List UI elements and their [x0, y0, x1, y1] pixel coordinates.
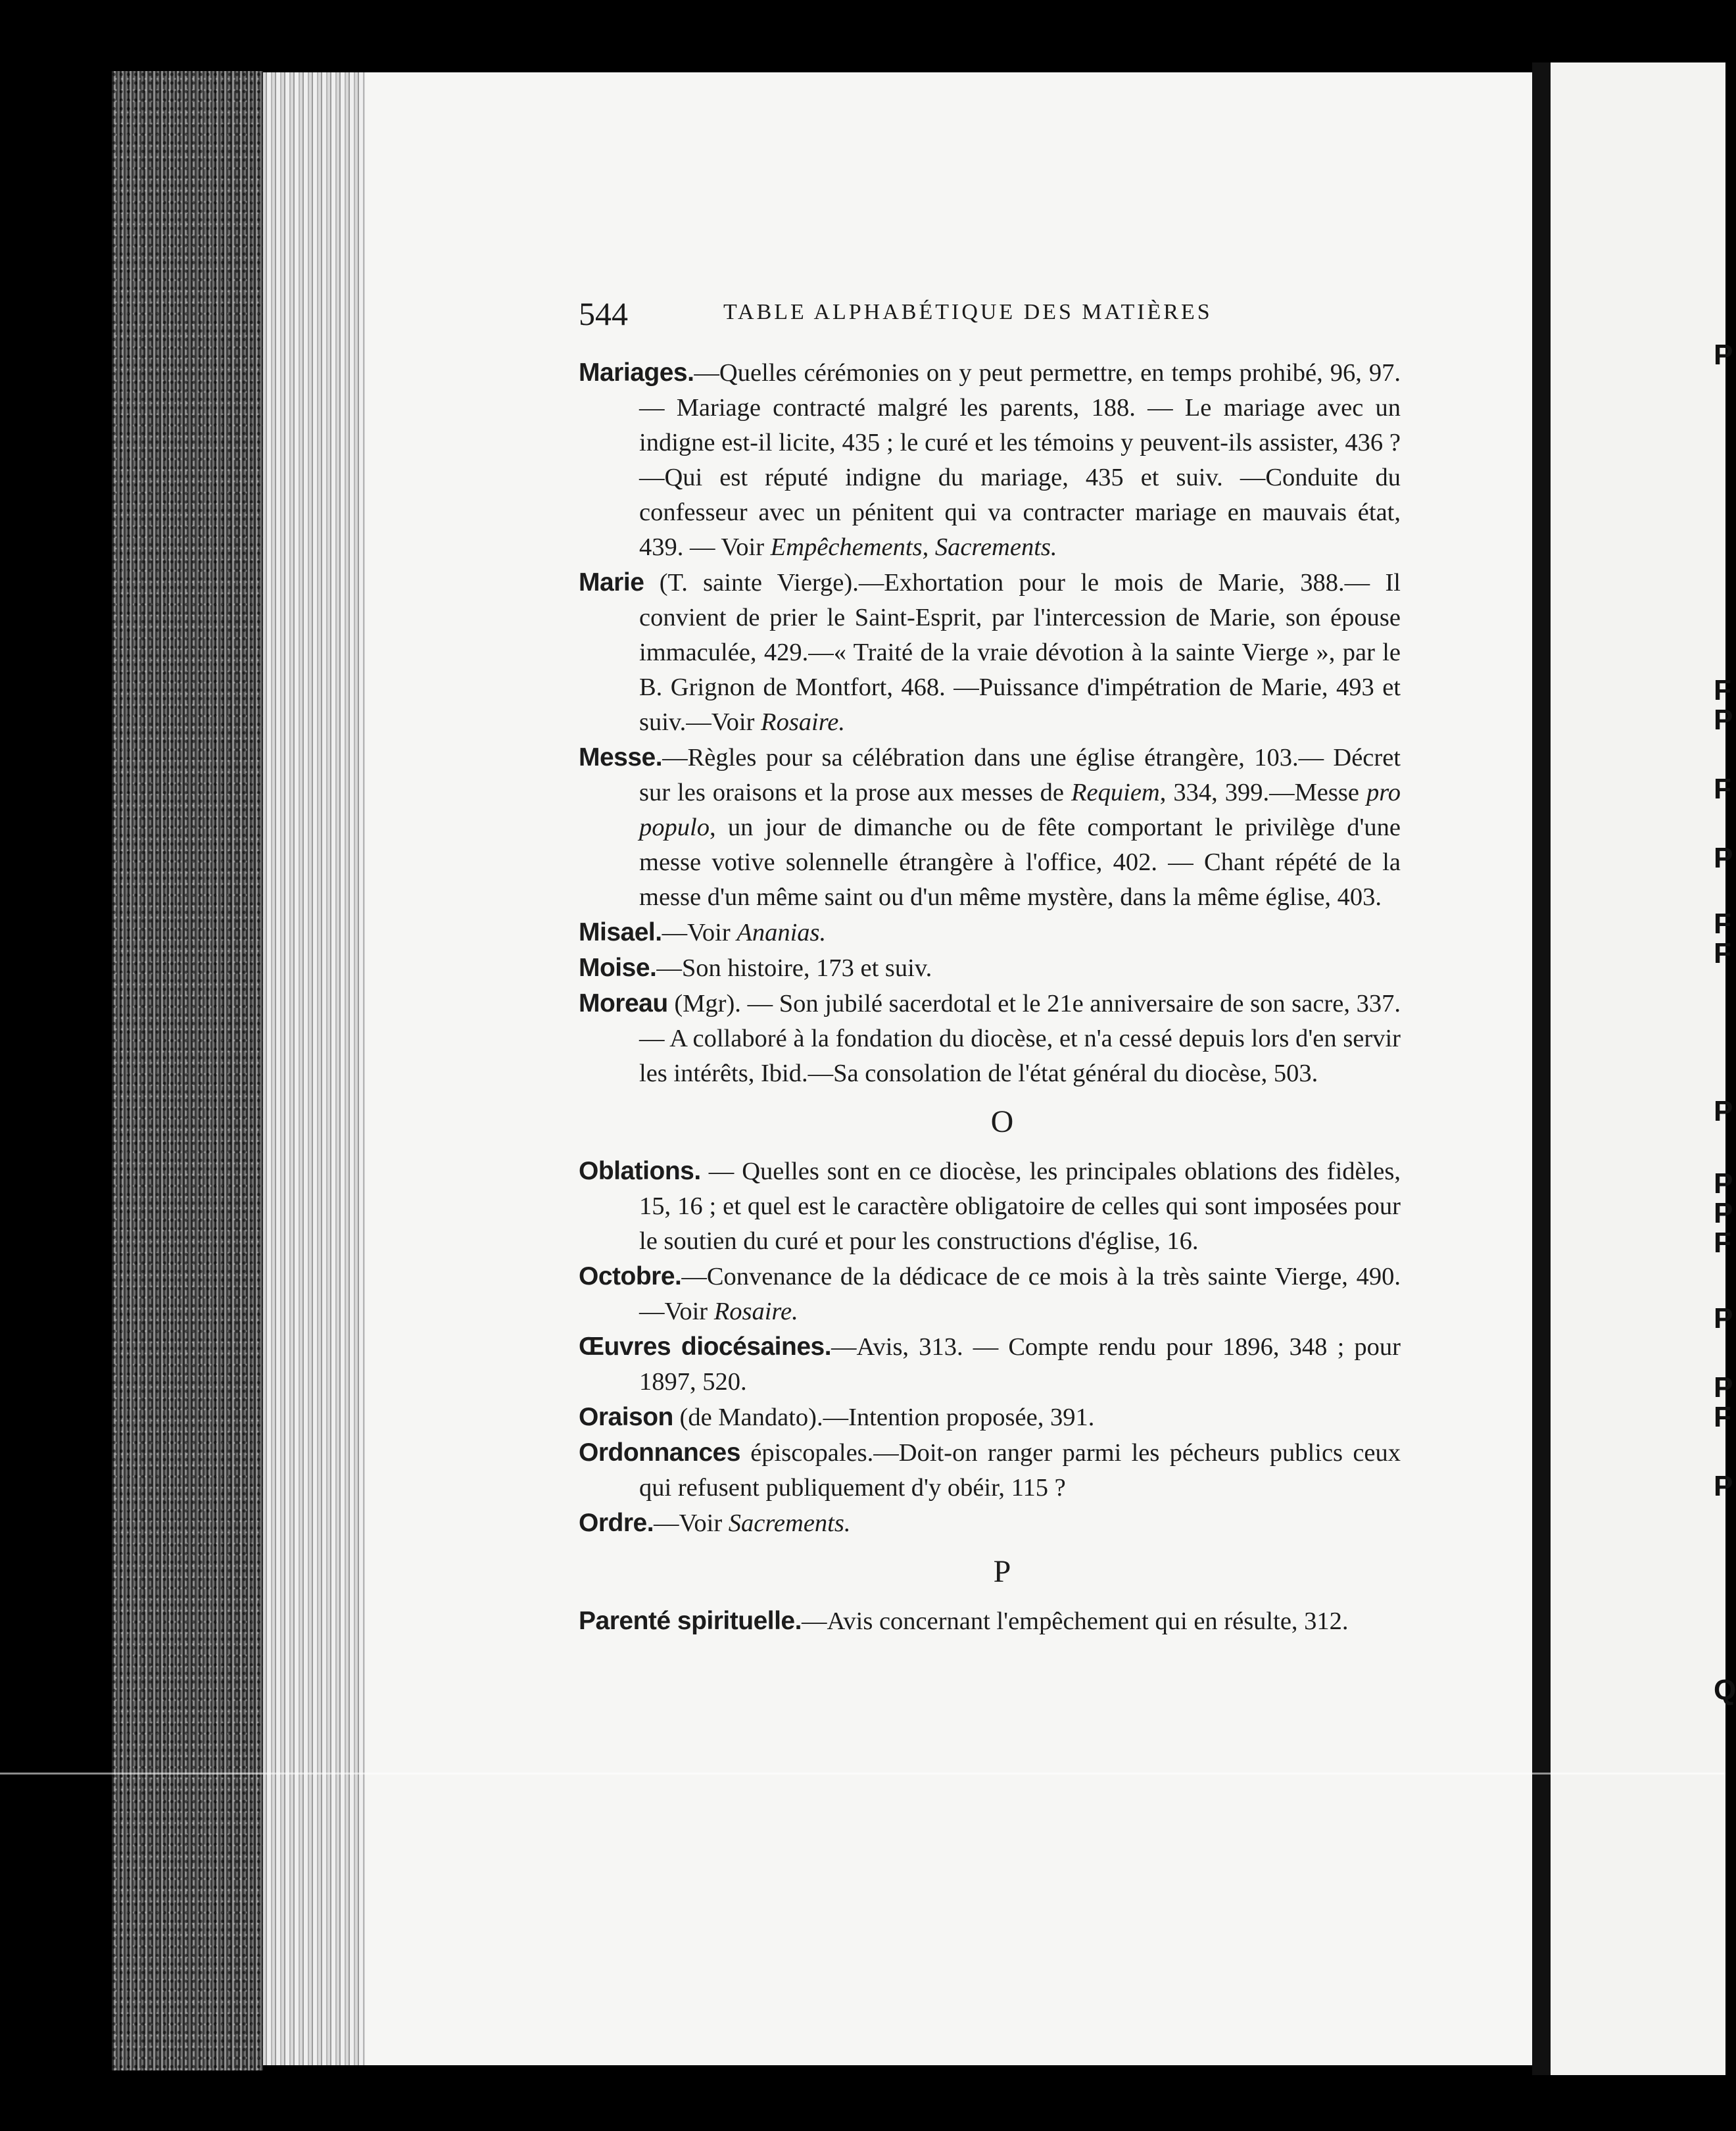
entry-term: Octobre. [579, 1262, 682, 1290]
entry-term: Œuvres diocésaines. [579, 1333, 832, 1361]
index-entry [579, 1604, 1401, 1639]
facing-letter: P [1714, 1197, 1733, 1229]
entry-italic: Empêchements, Sacrements. [770, 533, 1057, 561]
facing-letter: P [1714, 339, 1733, 371]
page-edges [263, 72, 368, 2065]
entry-term: Misael. [579, 918, 662, 946]
index-entry [579, 565, 1401, 740]
entry-text: —Doit-on ranger parmi les pécheurs publics ceux qui refusent publiquement d'y obéir, 115 ? [639, 1439, 1401, 1502]
entry-italic: pro populo [639, 779, 1401, 841]
facing-letter: P [1714, 842, 1733, 874]
entry-qualifier: (Mgr). [667, 990, 741, 1017]
index-entry [579, 1435, 1401, 1506]
entry-italic: Ananias. [736, 919, 827, 946]
entry-text: , un jour de dimanche ou de fête comportant le privilège d'une messe votive solennelle étrangère à l'office, 402. — Chant répété de la messe d'un même saint ou d'un même mystère, dans la même église, 403. [639, 814, 1401, 911]
index-entry [579, 740, 1401, 915]
facing-letter: Q [1714, 1674, 1736, 1706]
entry-term: Oblations. [579, 1157, 701, 1185]
entry-italic: Rosaire. [761, 708, 846, 736]
entry-term: Messe. [579, 743, 663, 772]
entry-text: —Règles pour sa célébration dans une église étrangère, 103.— Décret sur les oraisons et la prose aux messes de [639, 744, 1401, 806]
entry-term: Marie [579, 568, 644, 597]
entry-qualifier: (de Mandato). [673, 1404, 823, 1431]
index-entry [579, 1506, 1401, 1541]
page-number: 544 [579, 295, 628, 332]
section-letter-o: O [990, 1104, 1015, 1139]
facing-letter: P [1714, 1470, 1733, 1502]
entry-text: —Convenance de la dédicace de ce mois à la très sainte Vierge, 490.—Voir [639, 1263, 1401, 1325]
entry-italic: Sacrements. [728, 1509, 851, 1537]
entry-term: Mariages. [579, 358, 694, 387]
entry-text: —Voir [654, 1509, 729, 1537]
entry-text: —Voir [662, 919, 737, 946]
facing-letter: F [1714, 937, 1731, 969]
facing-letter: F [1714, 1401, 1731, 1433]
index-entry [579, 950, 1401, 986]
facing-letter: F [1714, 1227, 1731, 1259]
entry-qualifier: épiscopales. [740, 1439, 874, 1467]
facing-letter: F [1714, 773, 1731, 805]
index-entry [579, 1329, 1401, 1400]
entry-text: —Intention proposée, 391. [823, 1404, 1095, 1431]
entry-text: —Exhortation pour le mois de Marie, 388.— Il convient de prier le Saint-Esprit, par l'intercession de Marie, son épouse immaculée, 429.—« Traité de la vraie dévotion à la sainte Vierge », par le B. Grignon de Montfort, 468. —Puissance d'impétration de Marie, 493 et suiv.—Voir [639, 569, 1401, 736]
facing-letter: P [1714, 704, 1733, 736]
entry-term: Moreau [579, 989, 668, 1017]
entry-term: Ordonnances [579, 1438, 740, 1467]
index-entry [579, 1259, 1401, 1329]
index-entry [579, 1154, 1401, 1259]
entry-text: —Avis concernant l'empêchement qui en résulte, 312. [801, 1607, 1349, 1635]
book-page-stack [112, 71, 263, 2070]
index-entry [579, 915, 1401, 950]
index-entry [579, 355, 1401, 565]
entry-text: — Son jubilé sacerdotal et le 21e anniversaire de son sacre, 337. — A collaboré à la fondation du diocèse, et n'a cessé depuis lors d'en servir les intérêts, Ibid.—Sa consolation de l'état général du diocèse, 503. [639, 990, 1401, 1087]
entry-text: —Son histoire, 173 et suiv. [656, 954, 932, 982]
entry-term: Moise. [579, 954, 657, 982]
entry-italic: Rosaire. [713, 1298, 798, 1325]
entry-term: Ordre. [579, 1509, 654, 1537]
entry-qualifier: (T. sainte Vierge). [644, 569, 859, 597]
facing-letter: F [1714, 908, 1731, 940]
entry-term: Oraison [579, 1403, 673, 1431]
running-head-title: TABLE ALPHABÉTIQUE DES MATIÈRES [723, 300, 1213, 324]
facing-letter: P [1714, 1095, 1733, 1127]
entry-term: Parenté spirituelle. [579, 1607, 802, 1635]
facing-letter: P [1714, 1167, 1733, 1200]
facing-letter: P [1714, 1302, 1733, 1335]
index-entry [579, 1400, 1401, 1435]
index-entry [579, 986, 1401, 1091]
section-letter-p: P [993, 1554, 1013, 1589]
index-entries [579, 355, 1401, 1639]
entry-text: , 334, 399.—Messe [1159, 779, 1366, 806]
entry-text: — Quelles sont en ce diocèse, les principales oblations des fidèles, 15, 16 ; et quel est le caractère obligatoire de celles qui sont imposées pour le soutien du curé et pour les constructions d'église, 16. [639, 1158, 1401, 1255]
entry-text: —Quelles cérémonies on y peut permettre, en temps prohibé, 96, 97. — Mariage contracté malgré les parents, 188. — Le mariage avec un indigne est-il licite, 435 ; le curé et les témoins y peuvent-ils assister, 436 ?—Qui est réputé indigne du mariage, 435 et suiv. —Conduite du confesseur avec un pénitent qui va contracter mariage en mauvais état, 439. — Voir [639, 359, 1401, 561]
running-head [579, 295, 1381, 334]
facing-letter: P [1714, 1371, 1733, 1404]
entry-text: —Avis, 313. — Compte rendu pour 1896, 348 ; pour 1897, 520. [639, 1333, 1401, 1396]
scan-artifact-line [0, 1773, 1725, 1775]
entry-italic: Requiem [1071, 779, 1160, 806]
facing-letter: F [1714, 674, 1731, 706]
